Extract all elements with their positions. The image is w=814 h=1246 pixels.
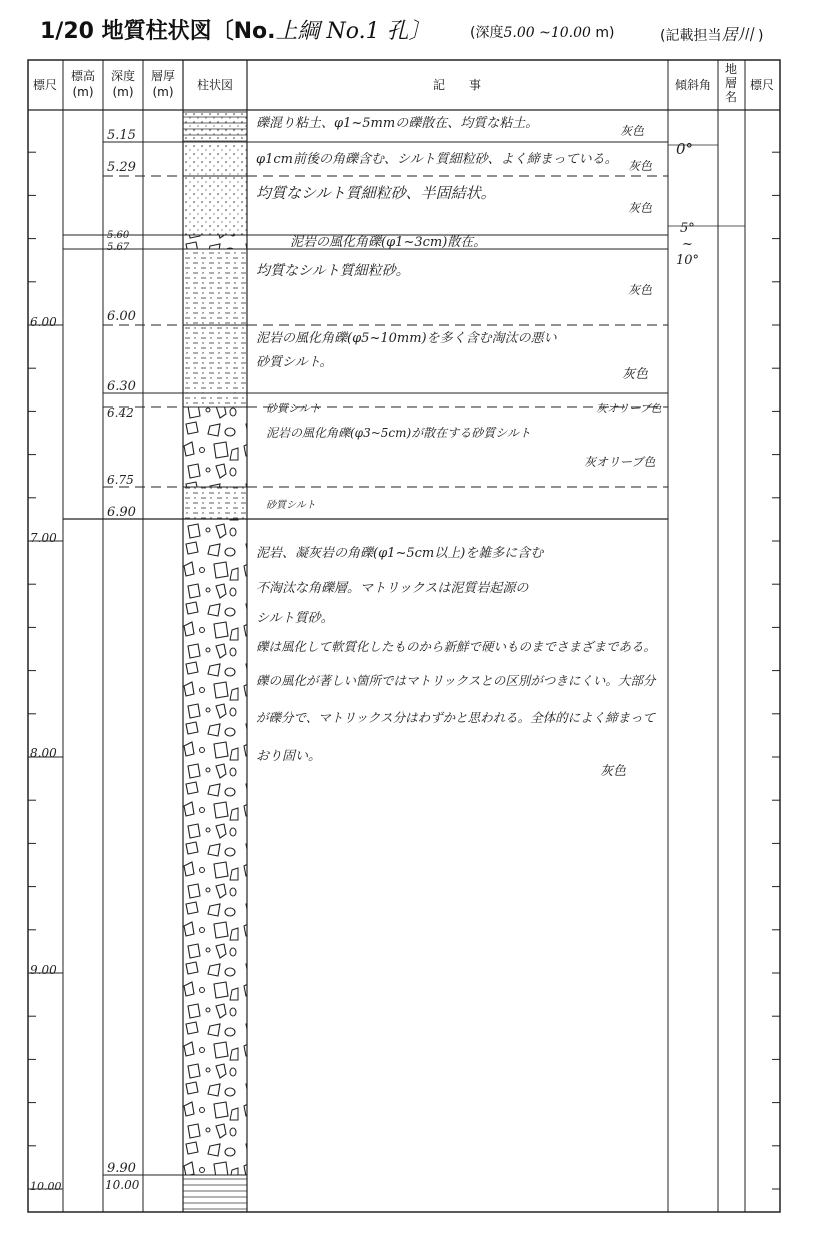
note-line: おり固い。 <box>256 749 322 764</box>
header-depth-unit: (m) <box>112 85 134 99</box>
depth-value: 10.00 <box>105 1178 140 1192</box>
sheet-title: 1/20 地質柱状図〔No.上綱 No.1 孔〕 <box>40 19 431 44</box>
litho-silty-sand-gravel <box>183 142 247 176</box>
layer-boundaries <box>63 142 668 1175</box>
note-line: 泥岩の風化角礫(φ1~3cm)散在。 <box>290 235 487 250</box>
scale-mark: 8.00 <box>30 746 57 760</box>
litho-sandy-silt-cobbles <box>183 407 247 487</box>
litho-bottom <box>183 1175 247 1212</box>
dip-value: ~ <box>682 237 693 252</box>
header-thickness: 層厚 <box>150 69 176 83</box>
note-line: 礫は風化して軟質化したものから新鮮で硬いものまでさまざまである。 <box>256 639 657 654</box>
dip-value: 5° <box>680 221 695 236</box>
note-line: 砂質シルト <box>266 500 316 511</box>
depth-value: 6.75 <box>107 473 134 487</box>
depth-value: 6.00 <box>107 309 136 324</box>
note-color: 灰色 <box>600 764 627 779</box>
scale-mark: 6.00 <box>30 315 57 329</box>
header-dip: 傾斜角 <box>674 78 712 92</box>
depth-range: (深度5.00 ~10.00 m) <box>470 25 615 41</box>
note-line: 泥岩、凝灰岩の角礫(φ1~5cm以上)を雑多に含む <box>256 546 544 561</box>
note-color: 灰オリーブ色 <box>596 402 662 415</box>
depth-value: 5.15 <box>107 128 136 143</box>
scale-mark: 10.00 <box>30 1180 62 1193</box>
header-formation-3: 名 <box>724 90 738 104</box>
litho-breccia-band <box>183 235 247 249</box>
scale-ticks <box>28 152 780 1189</box>
litho-silty-fine-sand <box>183 176 247 235</box>
depth-value: 9.90 <box>107 1161 136 1176</box>
depth-value: 6.30 <box>107 379 136 394</box>
note-color: 灰色 <box>628 201 653 215</box>
header-elevation: 標高 <box>70 69 96 83</box>
note-line: 泥岩の風化角礫(φ3~5cm)が散在する砂質シルト <box>266 426 531 440</box>
lithology-column <box>183 112 247 1212</box>
note-line: 礫混り粘土、φ1~5mmの礫散在、均質な粘土。 <box>256 116 539 131</box>
borehole-name: 上綱 No.1 孔〕 <box>275 19 431 44</box>
recorder: (記載担当居川 ) <box>660 25 764 44</box>
note-line: 均質なシルト質細粒砂、半固結状。 <box>256 184 496 202</box>
header-thickness-unit: (m) <box>152 85 174 99</box>
note-color: 灰色 <box>620 124 645 138</box>
litho-breccia-layer <box>183 519 247 1175</box>
dip-value: 10° <box>676 253 700 268</box>
table-grid <box>28 60 780 1212</box>
note-line: 砂質シルト <box>266 402 321 415</box>
note-line: φ1cm前後の角礫含む、シルト質細粒砂、よく締まっている。 <box>256 152 618 167</box>
note-line: 均質なシルト質細粒砂。 <box>256 263 410 279</box>
scale-mark: 7.00 <box>30 531 57 545</box>
scale-mark: 9.00 <box>30 963 57 977</box>
note-line: シルト質砂。 <box>256 611 334 626</box>
header-formation-2: 層 <box>724 76 738 90</box>
header-scale-left: 標尺 <box>32 78 58 92</box>
litho-sandy-silt-breccia <box>183 325 247 407</box>
litho-silty-sand <box>183 249 247 325</box>
note-color: 灰色 <box>622 367 649 382</box>
litho-sandy-silt <box>183 487 247 519</box>
header-notes: 記 事 <box>432 78 482 92</box>
depth-value: 6.90 <box>107 505 136 520</box>
depth-value: 5.60 <box>107 230 130 241</box>
header-depth: 深度 <box>110 69 136 83</box>
depth-values <box>105 128 140 1192</box>
note-line: 泥岩の風化角礫(φ5~10mm)を多く含む淘汰の悪い <box>256 331 557 346</box>
scale-labels <box>30 315 62 1193</box>
notes-column <box>256 116 662 779</box>
note-line: 砂質シルト。 <box>256 355 333 370</box>
depth-value: 5.67 <box>107 242 130 253</box>
header-elevation-unit: (m) <box>72 85 94 99</box>
note-color: 灰オリーブ色 <box>584 455 656 469</box>
depth-value: 5.29 <box>107 160 136 175</box>
dip-value: 0° <box>676 140 694 158</box>
note-line: 礫の風化が著しい箇所ではマトリックスとの区別がつきにくい。大部分 <box>256 673 656 688</box>
header-formation-1: 地 <box>724 62 738 76</box>
depth-value: 6.42 <box>107 406 134 420</box>
note-color: 灰色 <box>628 159 653 173</box>
note-line: 不淘汰な角礫層。マトリックスは泥質岩起源の <box>256 581 529 596</box>
column-headers <box>33 61 774 104</box>
note-color: 灰色 <box>628 283 653 297</box>
header-column: 柱状図 <box>196 78 234 92</box>
note-line: が礫分で、マトリックス分はわずかと思われる。全体的によく締まって <box>256 710 656 725</box>
dip-angles <box>676 140 699 268</box>
header-scale-right: 標尺 <box>749 78 775 92</box>
